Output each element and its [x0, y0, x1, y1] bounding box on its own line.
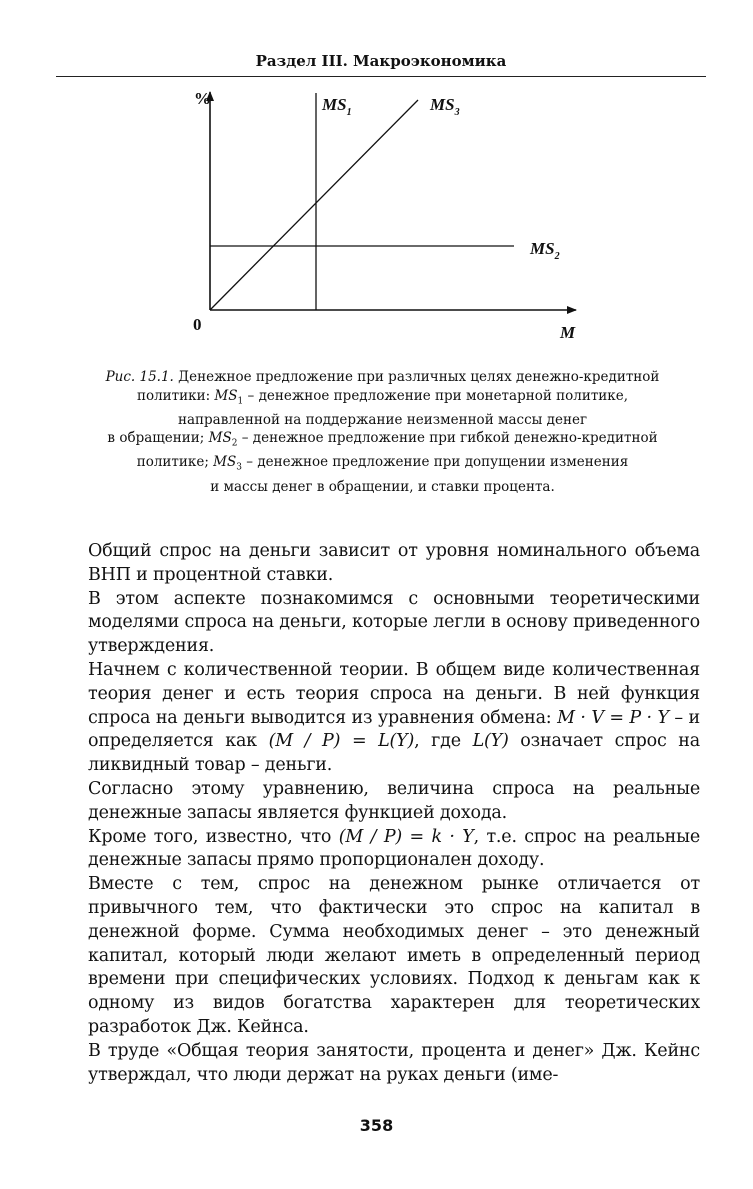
paragraph-5: Кроме того, известно, что (M / P) = k · Y, т.е. спрос на реальные денежные запасы прямо пропорционален доходу. [88, 826, 700, 871]
real-balances-equation: (M / P) = k · Y [338, 826, 474, 847]
ms2-label: $MS_2$ [530, 239, 560, 262]
body-text [88, 540, 700, 1087]
paragraph-3: Начнем с количественной теории. В общем виде количественная теория денег и есть теория спроса на деньги. В ней функция спроса на деньги выводится из уравнения обмена: M · V = P · Y – и определяется как (M / P) = L(Y), где L(Y) означает спрос на ликвидный товар – деньги. [88, 659, 700, 776]
x-axis-label: M [560, 323, 576, 342]
paragraph-2: В этом аспекте познакомимся с основными теоретическими моделями спроса на деньги, которые легли в основу приведенного утверждения. [88, 588, 700, 657]
running-header: Раздел III. Макроэкономика [255, 52, 507, 70]
demand-equation: (M / P) = L(Y) [268, 731, 415, 752]
paragraph-1: Общий спрос на деньги зависит от уровня номинального объема ВНП и процентной ставки. [88, 541, 700, 585]
page-number: 358 [359, 1116, 394, 1135]
paragraph-7: В труде «Общая теория занятости, процента и денег» Дж. Кейнс утверждал, что люди держат на руках деньги (име- [88, 1040, 700, 1085]
exchange-equation: M · V = P · Y [557, 707, 669, 728]
figure-number: Рис. 15.1. [105, 369, 174, 385]
paragraph-4: Согласно этому уравнению, величина спроса на реальные денежные запасы является функцией дохода. [88, 778, 700, 823]
origin-label: 0 [193, 315, 202, 334]
ms3-line [210, 100, 418, 310]
figure-caption: Рис. 15.1. Денежное предложение при различных целях денежно-кредитной политики: $MS_1$ – денежное предложение при монетарной политике, направленной на поддержание неизменной массы денег в обращении; $MS_2$ – денежное предложение при гибкой денежно-кредитной политике; $MS_3$ – денежное предложение при допущении изменения и массы денег в обращении, и ставки процента. [105, 369, 660, 495]
paragraph-6: Вместе с тем, спрос на денежном рынке отличается от привычного тем, что фактически это спрос на капитал в денежной форме. Сумма необходимых денег – это денежный капитал, который люди желают иметь в определенный период времени при специфических условиях. Подход к деньгам как к одному из видов богатства характерен для теоретических разработок Дж. Кейнса. [88, 874, 700, 1037]
ms3-label: $MS_3$ [430, 95, 460, 118]
y-axis-label: % [194, 89, 211, 108]
money-supply-figure [0, 0, 753, 360]
ms1-label: $MS_1$ [322, 95, 352, 118]
